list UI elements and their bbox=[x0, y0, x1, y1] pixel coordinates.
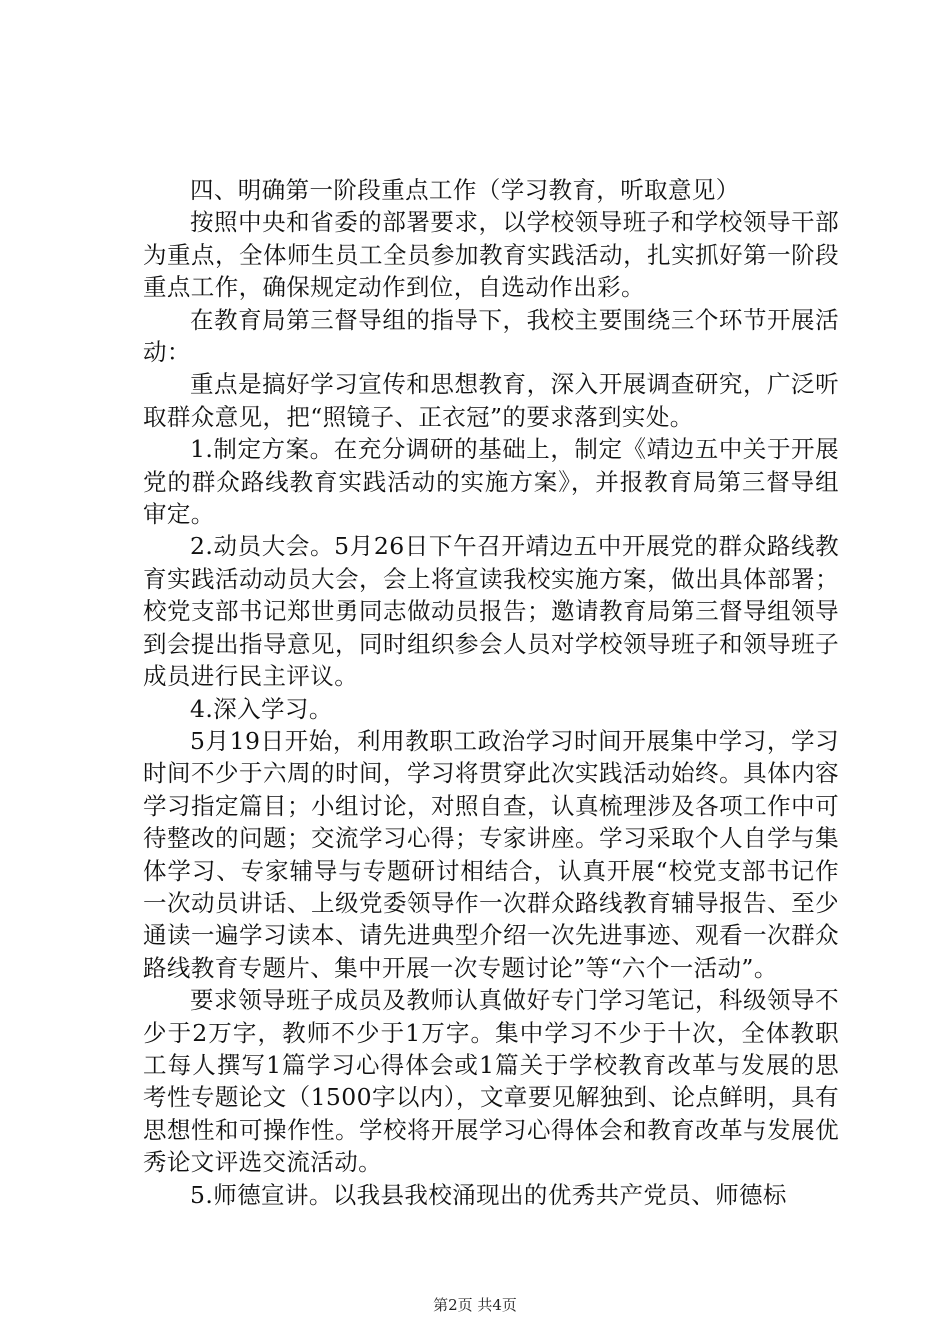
page-footer bbox=[0, 1294, 950, 1315]
section-heading: 四、明确第一阶段重点工作（学习教育，听取意见） bbox=[190, 176, 740, 204]
paragraph: 在教育局第三督导组的指导下，我校主要围绕三个环节开展活动： bbox=[143, 305, 839, 367]
paragraph: 重点是搞好学习宣传和思想教育，深入开展调查研究，广泛听取群众意见，把“照镜子、正衣冠”的要求落到实处。 bbox=[143, 370, 839, 431]
paragraph: 5.师德宣讲。以我县我校涌现出的优秀共产党员、师德标 bbox=[190, 1180, 787, 1209]
paragraph: 4.深入学习。 bbox=[190, 694, 333, 723]
paragraph: 按照中央和省委的部署要求，以学校领导班子和学校领导干部为重点，全体师生员工全员参加教育实践活动，扎实抓好第一阶段重点工作，确保规定动作到位，自选动作出彩。 bbox=[143, 208, 839, 302]
paragraph: 5月19日开始，利用教职工政治学习时间开展集中学习，学习时间不少于六周的时间，学习将贯穿此次实践活动始终。具体内容学习指定篇目；小组讨论，对照自查，认真梳理涉及各项工作中可待整改的问题；交流学习心得；专家讲座。学习采取个人自学与集体学习、专家辅导与专题研讨相结合，认真开展“校党支部书记作一次动员讲话、上级党委领导作一次群众路线教育辅导报告、至少通读一遍学习读本、请先进典型介绍一次先进事迹、观看一次群众路线教育专题片、集中开展一次专题讨论”等“六个一活动”。 bbox=[143, 726, 839, 982]
document-body bbox=[143, 174, 839, 1211]
paragraph: 2.动员大会。5月26日下午召开靖边五中开展党的群众路线教育实践活动动员大会，会上将宣读我校实施方案，做出具体部署；校党支部书记郑世勇同志做动员报告；邀请教育局第三督导组领导到会提出指导意见，同时组织参会人员对学校领导班子和领导班子成员进行民主评议。 bbox=[143, 532, 839, 691]
paragraph: 1.制定方案。在充分调研的基础上，制定《靖边五中关于开展党的群众路线教育实践活动的实施方案》，并报教育局第三督导组审定。 bbox=[143, 435, 839, 529]
paragraph: 要求领导班子成员及教师认真做好专门学习笔记，科级领导不少于2万字，教师不少于1万字。集中学习不少于十次，全体教职工每人撰写1篇学习心得体会或1篇关于学校教育改革与发展的思考性专题论文（1500字以内），文章要见解独到、论点鲜明，具有思想性和可操作性。学校将开展学习心得体会和教育改革与发展优秀论文评选交流活动。 bbox=[143, 986, 839, 1177]
page-number-label: 第2页 共4页 bbox=[433, 1296, 517, 1314]
